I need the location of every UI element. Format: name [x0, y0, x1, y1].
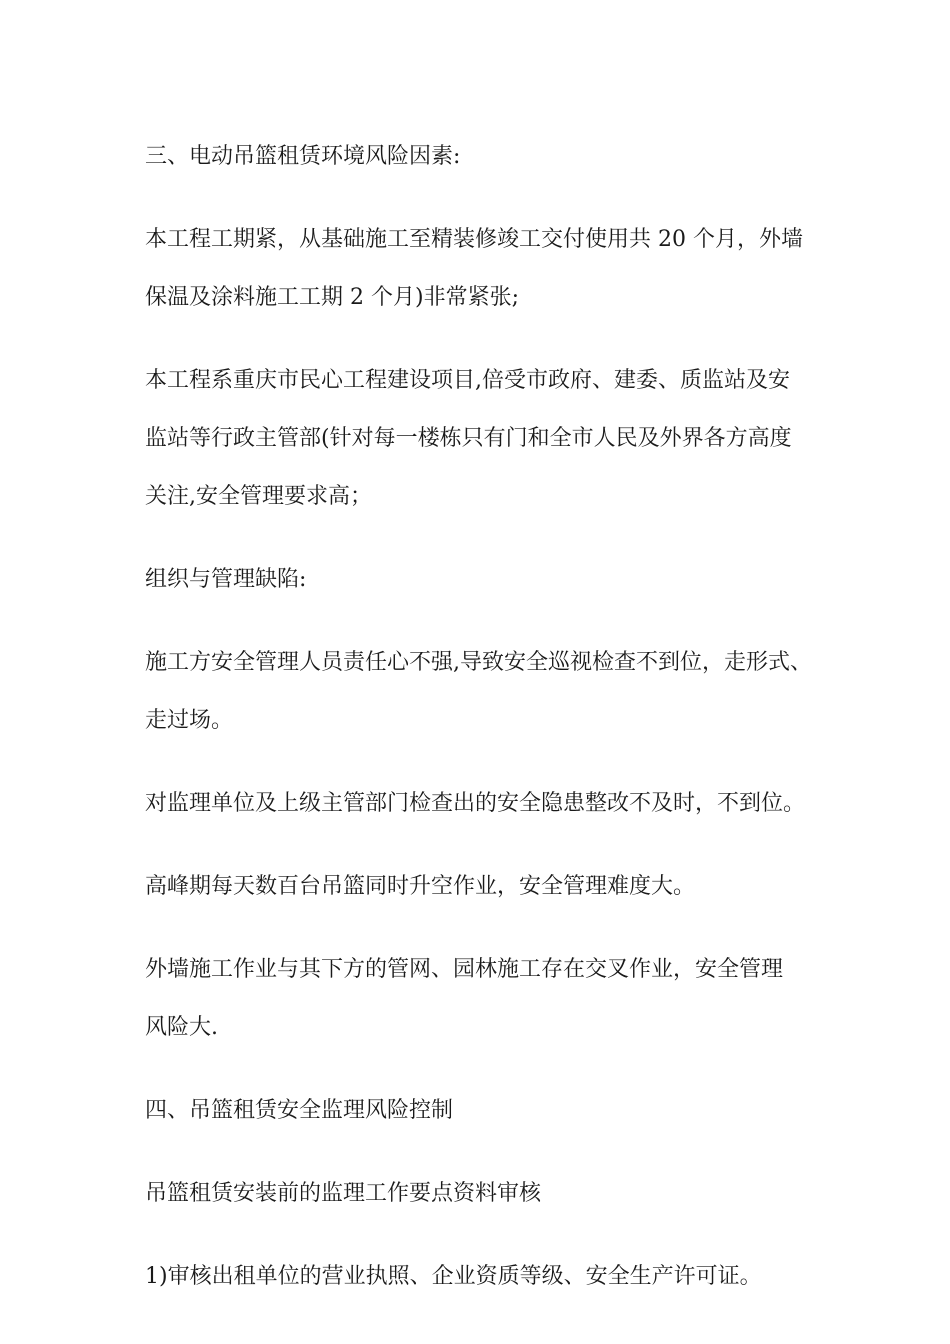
paragraph-peak — [145, 858, 835, 916]
text-line: 风险大. — [145, 1015, 218, 1040]
paragraph-responsibility — [145, 634, 835, 750]
paragraph-project — [145, 352, 835, 526]
text-line: 三、电动吊篮租赁环境风险因素: — [145, 144, 461, 169]
text-line: 施工方安全管理人员责任心不强,导致安全巡视检查不到位，走形式、 — [145, 650, 812, 675]
text-line: 关注,安全管理要求高； — [145, 484, 372, 509]
text-line: 走过场。 — [145, 708, 234, 733]
text-line: 保温及涂料施工工期 2 个月)非常紧张; — [145, 285, 519, 310]
paragraph-rectification — [145, 775, 835, 833]
document-body — [145, 128, 835, 1331]
text-line: 高峰期每天数百台吊篮同时升空作业，安全管理难度大。 — [145, 874, 696, 899]
section-heading-3 — [145, 128, 835, 186]
paragraph-cross-work — [145, 941, 835, 1057]
text-line: 吊篮租赁安装前的监理工作要点资料审核 — [145, 1181, 542, 1206]
paragraph-schedule — [145, 211, 835, 327]
paragraph-review-points — [145, 1165, 835, 1223]
text-line: 组织与管理缺陷: — [145, 567, 307, 592]
section-heading-4 — [145, 1082, 835, 1140]
text-line: 本工程系重庆市民心工程建设项目,倍受市政府、建委、质监站及安 — [145, 368, 790, 393]
text-line: 外墙施工作业与其下方的管网、园林施工存在交叉作业，安全管理 — [145, 957, 784, 982]
subheading-defects — [145, 551, 835, 609]
text-line: 本工程工期紧，从基础施工至精装修竣工交付使用共 20 个月，外墙 — [145, 227, 803, 252]
text-line: 对监理单位及上级主管部门检查出的安全隐患整改不及时，不到位。 — [145, 791, 806, 816]
text-line: 四、吊篮租赁安全监理风险控制 — [145, 1098, 454, 1123]
list-item-1 — [145, 1248, 835, 1306]
text-line: 监站等行政主管部(针对每一楼栋只有门和全市人民及外界各方高度 — [145, 426, 792, 451]
text-line: 1)审核出租单位的营业执照、企业资质等级、安全生产许可证。 — [145, 1264, 762, 1289]
